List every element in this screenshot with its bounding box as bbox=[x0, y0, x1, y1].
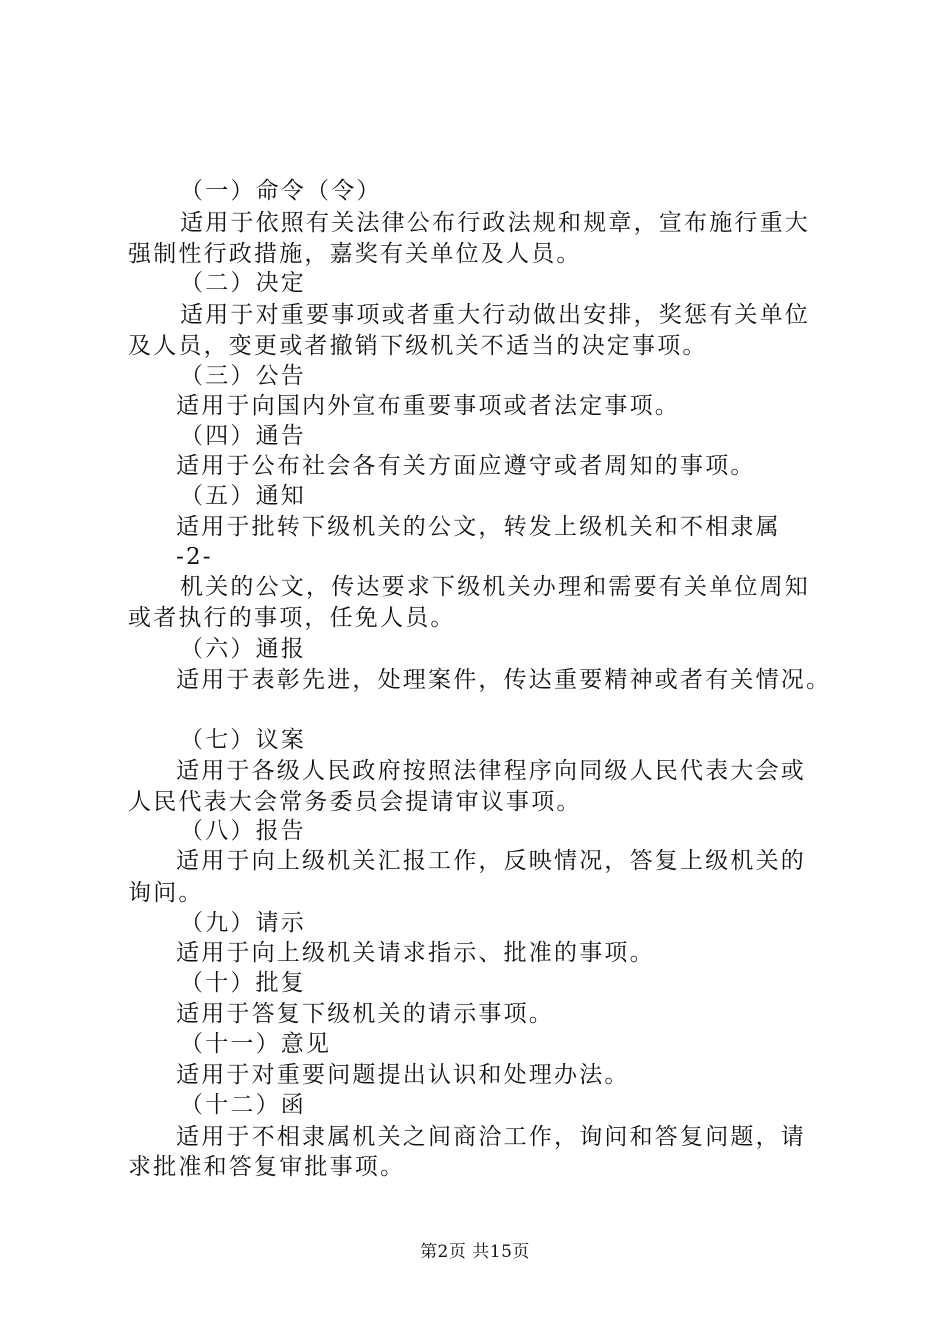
heading-decision: （二）决定 bbox=[180, 270, 306, 296]
paragraph-line: 适用于对重要事项或者重大行动做出安排，奖惩有关单位 bbox=[180, 302, 810, 328]
page-footer: 第2页 共15页 bbox=[420, 1242, 530, 1262]
heading-notification: （五）通知 bbox=[180, 483, 306, 509]
paragraph-line: 适用于依照有关法律公布行政法规和规章，宣布施行重大 bbox=[180, 210, 810, 236]
paragraph-line: 适用于答复下级机关的请示事项。 bbox=[176, 1001, 554, 1027]
heading-letter: （十二）函 bbox=[180, 1092, 306, 1118]
paragraph-line: 适用于公布社会各有关方面应遵守或者周知的事项。 bbox=[176, 453, 756, 479]
paragraph-line: 强制性行政措施，嘉奖有关单位及人员。 bbox=[128, 241, 582, 267]
paragraph-line: 适用于向国内外宣布重要事项或者法定事项。 bbox=[176, 393, 680, 419]
paragraph-line: 及人员，变更或者撤销下级机关不适当的决定事项。 bbox=[128, 333, 708, 359]
paragraph-line: 适用于批转下级机关的公文，转发上级机关和不相隶属 bbox=[176, 514, 781, 540]
paragraph-line: 适用于向上级机关请求指示、批准的事项。 bbox=[176, 940, 655, 966]
paragraph-line: 适用于对重要问题提出认识和处理办法。 bbox=[176, 1062, 630, 1088]
paragraph-line: 人民代表大会常务委员会提请审议事项。 bbox=[128, 789, 582, 815]
paragraph-line: 或者执行的事项，任免人员。 bbox=[128, 605, 456, 631]
page-number-marker: -2- bbox=[176, 544, 213, 570]
paragraph-line: 适用于不相隶属机关之间商洽工作，询问和答复问题，请 bbox=[176, 1124, 806, 1150]
heading-request: （九）请示 bbox=[180, 910, 306, 936]
heading-reply: （十）批复 bbox=[180, 970, 306, 996]
heading-bulletin: （六）通报 bbox=[180, 636, 306, 662]
heading-command: （一）命令（令） bbox=[180, 178, 382, 204]
heading-announcement: （三）公告 bbox=[180, 363, 306, 389]
paragraph-line: 适用于向上级机关汇报工作，反映情况，答复上级机关的 bbox=[176, 848, 806, 874]
heading-report: （八）报告 bbox=[180, 818, 306, 844]
paragraph-line: 求批准和答复审批事项。 bbox=[128, 1154, 406, 1180]
paragraph-line: 适用于表彰先进，处理案件，传达重要精神或者有关情况。 bbox=[176, 667, 832, 693]
paragraph-line: 适用于各级人民政府按照法律程序向同级人民代表大会或 bbox=[176, 758, 806, 784]
paragraph-line: 询问。 bbox=[128, 880, 204, 906]
heading-motion: （七）议案 bbox=[180, 727, 306, 753]
paragraph-line: 机关的公文，传达要求下级机关办理和需要有关单位周知 bbox=[180, 574, 810, 600]
heading-opinion: （十一）意见 bbox=[180, 1031, 332, 1057]
heading-notice: （四）通告 bbox=[180, 423, 306, 449]
